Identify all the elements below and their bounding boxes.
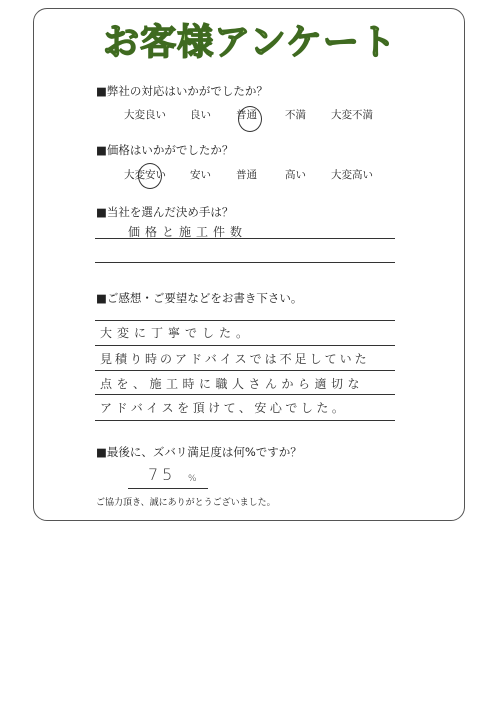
question-price: ■価格はいかがでしたか？ <box>96 143 234 157</box>
comment-line-2 <box>95 345 395 346</box>
option-service-average[interactable]: 普通 <box>236 109 257 121</box>
satisfaction-value: 75 <box>148 465 177 484</box>
option-service-very-good[interactable]: 大変良い <box>124 109 166 121</box>
comment-line-5 <box>95 420 395 421</box>
selection-circle-price <box>138 163 162 189</box>
comment-line-1 <box>95 320 395 321</box>
option-price-very-expensive[interactable]: 大変高い <box>331 169 373 181</box>
satisfaction-line <box>128 488 208 489</box>
thank-you-note: ご協力頂き、誠にありがとうございました。 <box>96 498 276 508</box>
option-service-very-dissatisfied[interactable]: 大変不満 <box>331 109 373 121</box>
comment-line-4 <box>95 394 395 395</box>
option-service-dissatisfied[interactable]: 不満 <box>285 109 306 121</box>
comment-text-line-1: 大変に丁寧でした。 <box>100 326 254 340</box>
question-comments: ■ご感想・ご要望などをお書き下さい。 <box>96 291 303 305</box>
option-price-very-cheap[interactable]: 大変安い <box>124 169 166 181</box>
option-service-good[interactable]: 良い <box>190 109 211 121</box>
comment-text-line-3: 点を、施工時に職人さんから適切な <box>100 377 365 391</box>
comment-text-line-2: 見積り時のアドバイスでは不足していた <box>100 352 370 366</box>
option-price-average[interactable]: 普通 <box>236 169 257 181</box>
option-price-cheap[interactable]: 安い <box>190 169 211 181</box>
comment-line-3 <box>95 370 395 371</box>
option-price-expensive[interactable]: 高い <box>285 169 306 181</box>
comment-text-line-4: アドバイスを頂けて、安心でした。 <box>100 401 348 415</box>
satisfaction-unit: % <box>188 474 197 484</box>
answer-line-1 <box>95 238 395 239</box>
selection-circle-service <box>238 106 262 132</box>
survey-title: お客様アンケート <box>103 22 397 63</box>
question-service: ■弊社の対応はいかがでしたか？ <box>96 84 268 98</box>
question-satisfaction: ■最後に、ズバリ満足度は何%ですか？ <box>96 445 302 459</box>
answer-deciding-factor: 価格と施工件数 <box>128 225 248 239</box>
question-deciding-factor: ■当社を選んだ決め手は？ <box>96 205 234 219</box>
answer-line-2 <box>95 262 395 263</box>
